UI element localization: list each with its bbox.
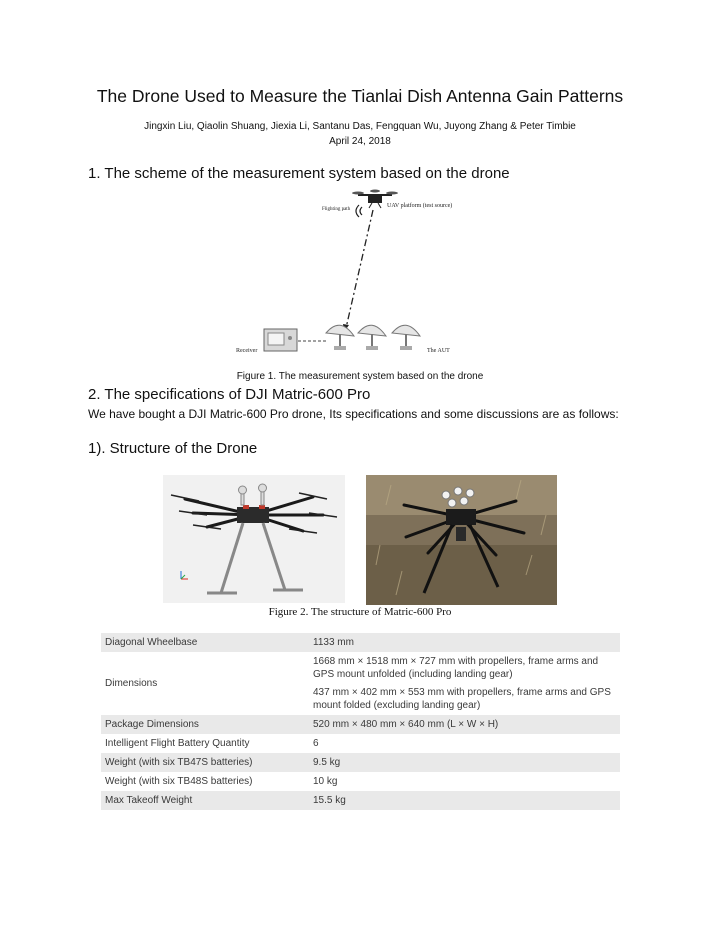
paper-date: April 24, 2018	[329, 136, 391, 147]
flight-path-line	[346, 210, 373, 328]
dish-antenna-icon	[326, 325, 354, 350]
spec-value-line: 437 mm × 402 mm × 553 mm with propellers, frame arms and GPS mount folded (excluding landing gear)	[313, 687, 611, 711]
table-row	[101, 652, 620, 715]
measurement-scheme-figure	[232, 186, 490, 358]
table-row	[101, 753, 620, 772]
subsection-heading: 1). Structure of the Drone	[88, 440, 258, 457]
spec-label: Weight (with six TB47S batteries)	[101, 753, 309, 772]
spec-label: Dimensions	[105, 678, 158, 689]
spec-value: 520 mm × 480 mm × 640 mm (L × W × H)	[309, 715, 620, 734]
spec-label: Diagonal Wheelbase	[101, 633, 309, 652]
table-row	[101, 633, 620, 652]
specification-table	[101, 633, 620, 810]
intro-paragraph: We have bought a DJI Matric-600 Pro drone, Its specifications and some discussions are as follows:	[88, 407, 619, 421]
spec-value: 10 kg	[313, 776, 338, 787]
spec-value	[309, 652, 620, 715]
receiver-icon	[264, 329, 297, 351]
spec-label: Max Takeoff Weight	[101, 791, 309, 810]
table-row	[101, 772, 620, 791]
receiver-label: Receiver	[236, 348, 258, 354]
table-row	[101, 791, 620, 810]
spec-value: 1133 mm	[309, 633, 620, 652]
aut-label: The AUT	[427, 348, 450, 354]
spec-value: 6	[313, 738, 319, 749]
flight-path-label: Flighting path	[322, 207, 351, 212]
table-row	[101, 715, 620, 734]
figure-1-caption: Figure 1. The measurement system based on the drone	[236, 371, 484, 382]
spec-value-line: 1668 mm × 1518 mm × 727 mm with propellers, frame arms and GPS mount unfolded (including landing gear)	[313, 656, 599, 680]
signal-waves-icon	[356, 205, 362, 217]
spec-label: Package Dimensions	[101, 715, 309, 734]
drone-field-photo	[366, 475, 557, 605]
dish-antenna-icon	[392, 325, 420, 350]
section-1-heading: 1. The scheme of the measurement system based on the drone	[88, 165, 510, 182]
drone-cad-render-image	[163, 475, 345, 603]
paper-title: The Drone Used to Measure the Tianlai Dish Antenna Gain Patterns	[96, 86, 624, 106]
section-2-heading: 2. The specifications of DJI Matric-600 Pro	[88, 386, 371, 403]
table-row	[101, 734, 620, 753]
dish-antenna-icon	[358, 325, 386, 350]
spec-label: Weight (with six TB48S batteries)	[105, 776, 253, 787]
spec-value: 9.5 kg	[309, 753, 620, 772]
uav-platform-label: UAV platform (test source)	[387, 203, 453, 209]
spec-label: Intelligent Flight Battery Quantity	[105, 738, 250, 749]
figure-2-caption: Figure 2. The structure of Matric-600 Pro	[268, 606, 452, 618]
spec-value: 15.5 kg	[309, 791, 620, 810]
author-list: Jingxin Liu, Qiaolin Shuang, Jiexia Li, Santanu Das, Fengquan Wu, Juyong Zhang & Peter Timbie	[144, 121, 576, 132]
